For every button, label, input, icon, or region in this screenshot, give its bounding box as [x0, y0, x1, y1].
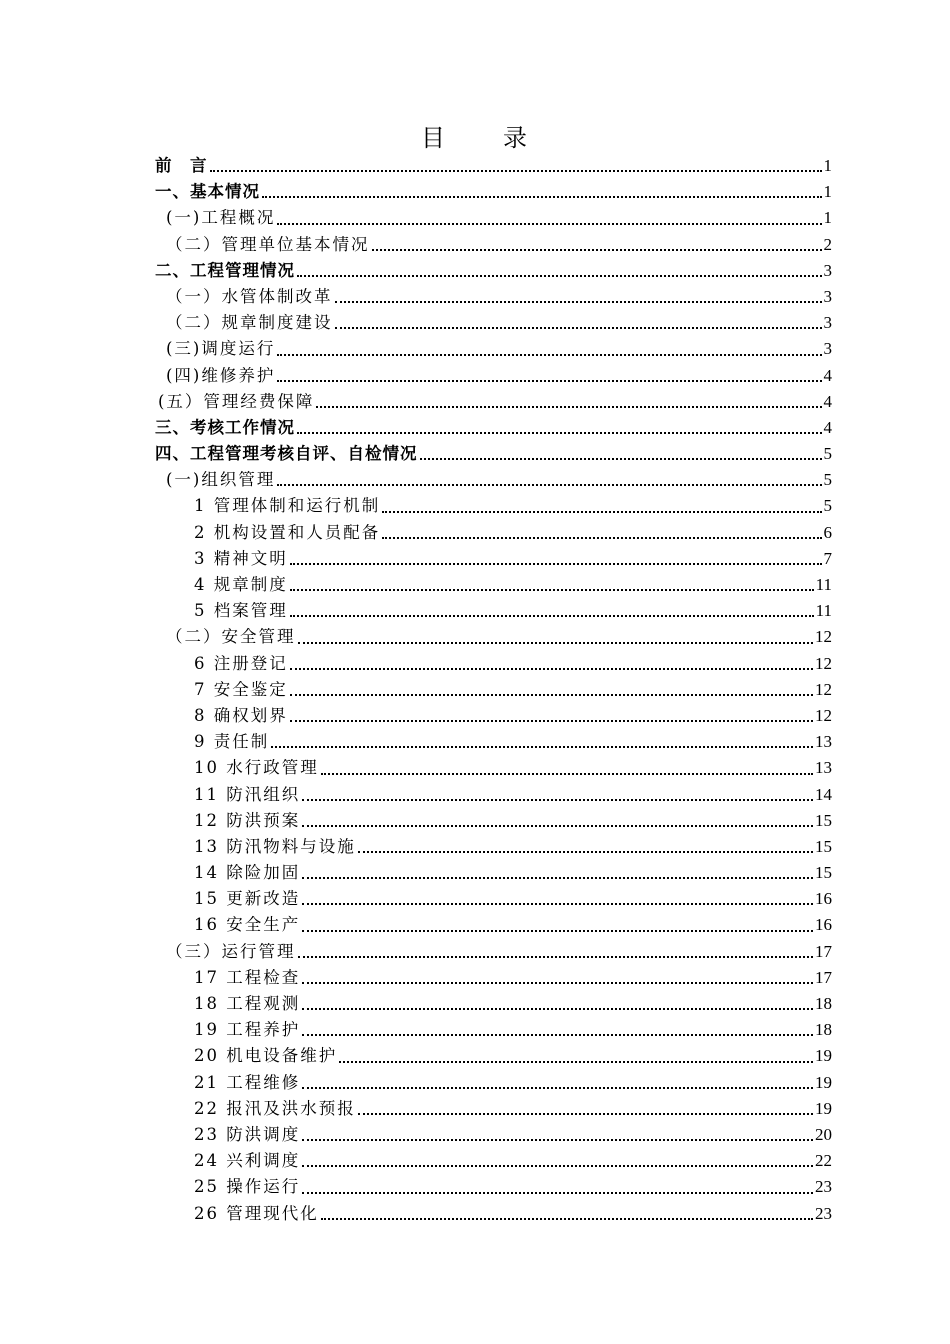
toc-entry-page-number: 12 — [815, 679, 832, 699]
toc-entry-label: 10 水行政管理 — [194, 758, 319, 778]
toc-entry[interactable] — [0, 782, 832, 808]
toc-dot-leader — [302, 1122, 813, 1148]
toc-entry-label: 16 安全生产 — [194, 915, 301, 935]
toc-entry-label: 20 机电设备维护 — [194, 1046, 338, 1066]
toc-list — [0, 153, 950, 1227]
toc-entry[interactable] — [0, 729, 832, 755]
toc-entry[interactable] — [0, 493, 832, 519]
toc-entry-label: (一)工程概况 — [166, 208, 276, 228]
toc-entry-page-number: 1 — [823, 182, 832, 202]
toc-dot-leader — [262, 179, 822, 205]
toc-entry[interactable] — [0, 755, 832, 781]
toc-entry[interactable] — [0, 808, 832, 834]
toc-entry[interactable] — [0, 441, 832, 467]
toc-entry[interactable] — [0, 1070, 832, 1096]
toc-entry-label: (四)维修养护 — [166, 365, 276, 385]
toc-entry-label: 5 档案管理 — [194, 601, 288, 621]
toc-entry-page-number: 4 — [823, 365, 832, 385]
toc-entry[interactable] — [0, 598, 832, 624]
toc-entry-label: 一、基本情况 — [155, 182, 260, 202]
toc-entry[interactable] — [0, 703, 832, 729]
toc-dot-leader — [277, 363, 821, 389]
toc-entry-page-number: 18 — [815, 1020, 832, 1040]
toc-entry[interactable] — [0, 258, 832, 284]
toc-entry-page-number: 19 — [815, 1098, 832, 1118]
toc-dot-leader — [372, 232, 822, 258]
toc-dot-leader — [321, 1201, 813, 1227]
toc-title — [0, 118, 950, 158]
toc-dot-leader — [358, 834, 813, 860]
toc-dot-leader — [290, 572, 814, 598]
toc-entry-label: 18 工程观测 — [194, 994, 301, 1013]
toc-entry-page-number: 3 — [823, 339, 832, 359]
toc-entry-label: （二）安全管理 — [166, 627, 296, 647]
toc-entry[interactable] — [0, 860, 832, 886]
toc-dot-leader — [302, 1070, 813, 1096]
toc-entry-label: 13 防汛物料与设施 — [194, 836, 356, 856]
toc-entry-label: 1 管理体制和运行机制 — [194, 496, 381, 516]
toc-entry-page-number: 14 — [815, 784, 832, 804]
toc-entry-label: 8 确权划界 — [194, 705, 288, 725]
toc-entry-page-number: 15 — [815, 836, 832, 856]
toc-entry[interactable] — [0, 1201, 832, 1227]
toc-entry[interactable] — [0, 205, 832, 231]
toc-entry-page-number: 3 — [823, 260, 832, 280]
toc-entry-page-number: 12 — [815, 653, 832, 673]
toc-entry-page-number: 5 — [823, 470, 832, 490]
toc-entry-page-number: 19 — [815, 1072, 832, 1092]
toc-entry-label: 15 更新改造 — [194, 889, 301, 909]
toc-dot-leader — [339, 1043, 813, 1069]
toc-dot-leader — [302, 912, 813, 938]
toc-entry-page-number: 6 — [823, 522, 832, 542]
toc-entry-page-number: 12 — [815, 705, 832, 725]
toc-entry[interactable] — [0, 886, 832, 912]
toc-entry-page-number: 15 — [815, 810, 832, 830]
toc-entry-page-number: 3 — [823, 313, 832, 333]
toc-entry-label: （三）运行管理 — [166, 941, 296, 961]
toc-dot-leader — [302, 860, 813, 886]
toc-entry-page-number: 18 — [815, 994, 832, 1013]
toc-entry[interactable] — [0, 336, 832, 362]
toc-entry-page-number: 5 — [823, 496, 832, 516]
toc-dot-leader — [302, 1174, 813, 1200]
toc-entry-label: 23 防洪调度 — [194, 1124, 301, 1144]
toc-entry-page-number: 7 — [823, 548, 832, 568]
toc-entry[interactable] — [0, 939, 832, 965]
toc-entry-page-number: 4 — [823, 417, 832, 437]
toc-entry-label: (五）管理经费保障 — [158, 391, 315, 411]
toc-entry-label: 11 防汛组织 — [194, 784, 301, 804]
toc-entry-page-number: 1 — [823, 208, 832, 228]
toc-entry-label: (一)组织管理 — [166, 470, 276, 490]
toc-entry-label: 22 报汛及洪水预报 — [194, 1098, 356, 1118]
toc-entry-page-number: 19 — [815, 1046, 832, 1066]
toc-dot-leader — [321, 755, 813, 781]
toc-entry-page-number: 20 — [815, 1124, 832, 1144]
toc-dot-leader — [298, 939, 814, 965]
toc-entry[interactable] — [0, 965, 832, 991]
toc-entry[interactable] — [0, 834, 832, 860]
toc-dot-leader — [290, 651, 813, 677]
toc-dot-leader — [297, 258, 822, 284]
toc-entry[interactable] — [0, 1043, 832, 1069]
toc-dot-leader — [290, 546, 822, 572]
toc-dot-leader — [277, 205, 821, 231]
toc-dot-leader — [420, 441, 822, 467]
toc-entry[interactable] — [0, 624, 832, 650]
toc-entry-label: （二）管理单位基本情况 — [166, 234, 370, 254]
toc-dot-leader — [335, 284, 822, 310]
toc-title-char-1: 目 — [421, 124, 447, 152]
toc-dot-leader — [290, 677, 813, 703]
toc-entry-page-number: 23 — [815, 1203, 832, 1223]
toc-dot-leader — [358, 1096, 813, 1122]
toc-entry[interactable] — [0, 232, 832, 258]
toc-dot-leader — [302, 1148, 813, 1174]
toc-entry-label: 26 管理现代化 — [194, 1203, 319, 1223]
toc-dot-leader — [271, 729, 813, 755]
toc-entry-page-number: 17 — [815, 967, 832, 987]
toc-entry-page-number: 11 — [815, 575, 832, 594]
toc-entry-label: （一）水管体制改革 — [166, 286, 333, 306]
toc-dot-leader — [382, 493, 821, 519]
toc-entry-page-number: 2 — [823, 234, 832, 254]
toc-entry-page-number: 13 — [815, 732, 832, 752]
toc-dot-leader — [298, 624, 814, 650]
toc-entry-page-number: 12 — [815, 627, 832, 647]
toc-dot-leader — [302, 808, 813, 834]
toc-entry-label: 25 操作运行 — [194, 1177, 301, 1197]
toc-entry-page-number: 4 — [823, 391, 832, 411]
toc-dot-leader — [290, 703, 813, 729]
toc-dot-leader — [335, 310, 822, 336]
toc-dot-leader — [290, 598, 814, 624]
toc-entry-label: 17 工程检查 — [194, 967, 301, 987]
toc-entry-label: 二、工程管理情况 — [155, 260, 295, 280]
toc-entry[interactable] — [0, 677, 832, 703]
toc-entry[interactable] — [0, 1017, 832, 1043]
toc-dot-leader — [297, 415, 822, 441]
toc-entry[interactable] — [0, 284, 832, 310]
toc-entry-page-number: 3 — [823, 286, 832, 306]
toc-entry-label: 前 言 — [155, 156, 208, 175]
toc-dot-leader — [316, 389, 821, 415]
toc-entry[interactable] — [0, 1174, 832, 1200]
toc-dot-leader — [277, 336, 821, 362]
toc-entry-page-number: 17 — [815, 941, 832, 961]
toc-entry[interactable] — [0, 912, 832, 938]
toc-entry[interactable] — [0, 1096, 832, 1122]
toc-entry-label: （二）规章制度建设 — [166, 313, 333, 333]
toc-dot-leader — [302, 886, 813, 912]
toc-entry[interactable] — [0, 1122, 832, 1148]
toc-entry[interactable] — [0, 389, 832, 415]
toc-entry-page-number: 5 — [823, 444, 832, 464]
toc-entry-label: 14 除险加固 — [194, 863, 301, 883]
toc-entry-label: 四、工程管理考核自评、自检情况 — [155, 444, 418, 464]
toc-entry[interactable] — [0, 153, 832, 179]
toc-entry-page-number: 15 — [815, 863, 832, 883]
toc-entry[interactable] — [0, 546, 832, 572]
toc-entry-label: 4 规章制度 — [194, 575, 288, 594]
toc-entry-label: 2 机构设置和人员配备 — [194, 522, 381, 542]
toc-dot-leader — [302, 1017, 813, 1043]
toc-dot-leader — [302, 965, 813, 991]
toc-dot-leader — [302, 991, 813, 1017]
toc-entry-page-number: 22 — [815, 1151, 832, 1171]
toc-entry-label: 7 安全鉴定 — [194, 679, 288, 699]
toc-entry-label: 12 防洪预案 — [194, 810, 301, 830]
toc-entry-page-number: 16 — [815, 915, 832, 935]
toc-entry-page-number: 11 — [815, 601, 832, 621]
toc-entry[interactable] — [0, 651, 832, 677]
toc-entry[interactable] — [0, 572, 832, 598]
toc-entry[interactable] — [0, 310, 832, 336]
toc-entry-label: 19 工程养护 — [194, 1020, 301, 1040]
toc-entry-page-number: 1 — [823, 156, 832, 175]
toc-entry[interactable] — [0, 179, 832, 205]
toc-entry-page-number: 13 — [815, 758, 832, 778]
toc-entry-page-number: 16 — [815, 889, 832, 909]
toc-entry-label: 6 注册登记 — [194, 653, 288, 673]
toc-entry-label: 9 责任制 — [194, 732, 270, 752]
toc-entry-label: 三、考核工作情况 — [155, 417, 295, 437]
toc-entry-label: 3 精神文明 — [194, 548, 288, 568]
toc-dot-leader — [302, 782, 813, 808]
toc-entry[interactable] — [0, 363, 832, 389]
toc-entry-label: (三)调度运行 — [166, 339, 276, 359]
toc-dot-leader — [382, 520, 821, 546]
toc-title-char-2: 录 — [503, 124, 529, 152]
toc-entry-label: 21 工程维修 — [194, 1072, 301, 1092]
toc-entry[interactable] — [0, 467, 832, 493]
toc-entry-label: 24 兴利调度 — [194, 1151, 301, 1171]
toc-entry[interactable] — [0, 1148, 832, 1174]
toc-entry[interactable] — [0, 520, 832, 546]
toc-dot-leader — [210, 153, 822, 179]
toc-dot-leader — [277, 467, 821, 493]
toc-entry[interactable] — [0, 991, 832, 1017]
toc-entry-page-number: 23 — [815, 1177, 832, 1197]
toc-entry[interactable] — [0, 415, 832, 441]
